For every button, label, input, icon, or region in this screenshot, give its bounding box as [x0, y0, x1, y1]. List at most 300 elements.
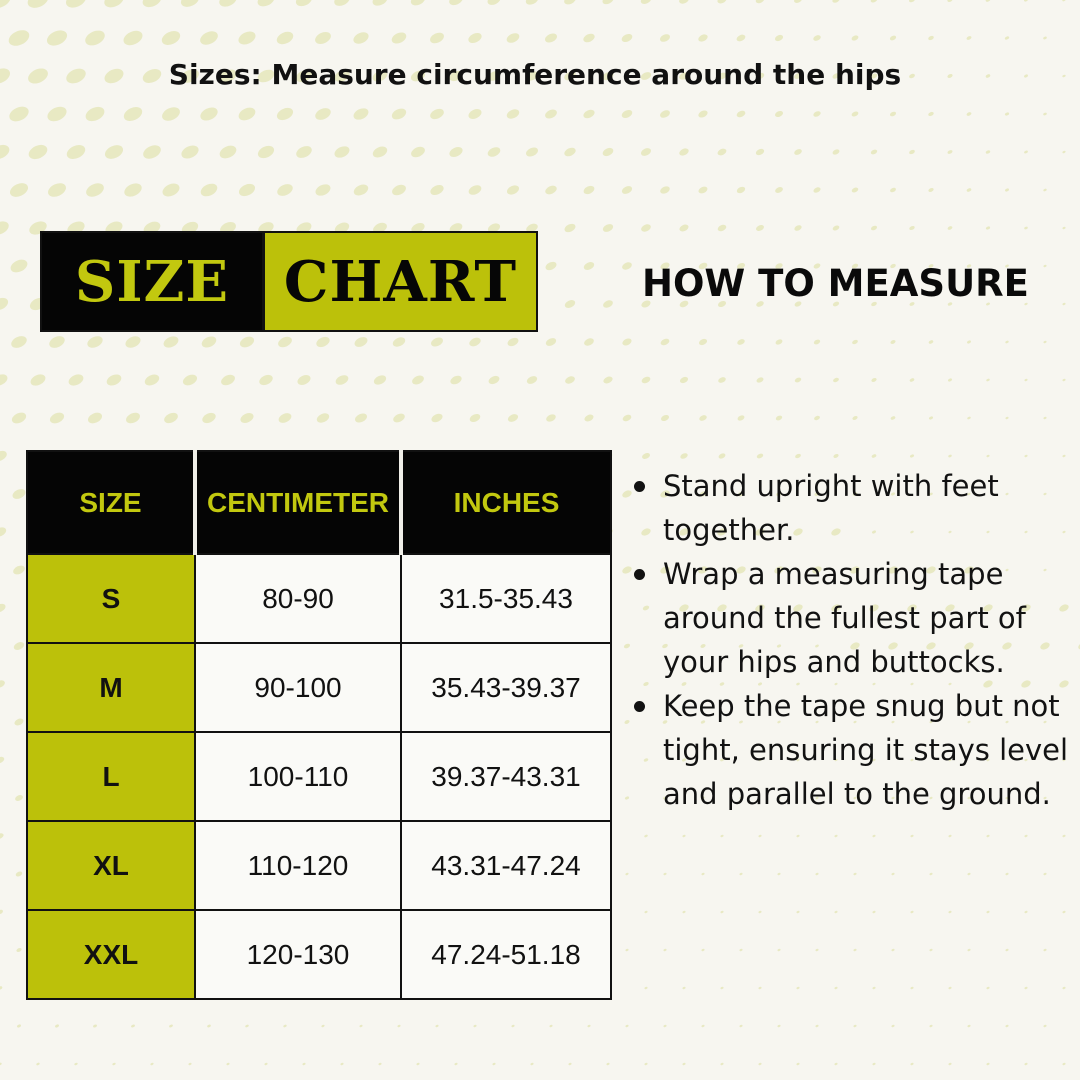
background-dot	[430, 336, 445, 349]
background-dot	[429, 183, 445, 197]
background-dot	[872, 910, 876, 913]
header-inches: INCHES	[401, 451, 611, 554]
background-dot	[236, 29, 257, 47]
background-dot	[948, 1062, 952, 1065]
banner-word-chart: CHART	[262, 233, 536, 330]
background-dot	[736, 109, 747, 118]
background-dot	[755, 0, 766, 4]
background-dot	[468, 412, 481, 423]
header-size: SIZE	[27, 451, 195, 554]
background-dot	[851, 339, 858, 345]
background-dot	[985, 150, 990, 155]
background-dot	[644, 910, 648, 913]
background-dot	[583, 261, 596, 272]
background-dot	[582, 108, 596, 120]
background-dot	[717, 147, 728, 156]
background-dot	[624, 796, 629, 800]
background-dot	[697, 109, 709, 119]
background-dot	[852, 415, 858, 421]
background-dot	[928, 187, 935, 193]
background-dot	[755, 224, 765, 232]
background-dot	[1024, 834, 1028, 837]
background-dot	[736, 186, 746, 195]
background-dot	[1005, 188, 1010, 192]
instruction-text: Wrap a measuring tape around the fullest part of your hips and buttocks.	[663, 557, 1026, 679]
background-dot	[124, 411, 141, 426]
background-dot	[237, 105, 258, 123]
background-dot	[544, 184, 558, 196]
background-dot	[679, 376, 689, 385]
instruction-text: Keep the tape snug but not tight, ensuring it stays level and parallel to the ground.	[663, 689, 1069, 811]
background-dot	[544, 260, 558, 272]
background-dot	[986, 834, 990, 837]
background-dot	[640, 147, 653, 158]
background-dot	[340, 1062, 344, 1065]
background-dot	[0, 832, 4, 840]
background-dot	[659, 109, 671, 119]
background-dot	[162, 334, 180, 350]
background-dot	[832, 0, 841, 4]
inches-value: 43.31-47.24	[401, 821, 611, 910]
background-dot	[967, 872, 971, 875]
background-dot	[0, 756, 5, 765]
background-dot	[985, 0, 991, 2]
background-dot	[620, 32, 633, 43]
background-dot	[315, 335, 332, 349]
background-dot	[986, 1062, 990, 1065]
background-dot	[621, 489, 633, 499]
background-dot	[698, 338, 708, 347]
background-dot	[986, 454, 990, 457]
background-dot	[697, 33, 709, 43]
background-dot	[775, 415, 783, 422]
size-label: M	[27, 643, 195, 732]
background-dot	[890, 416, 896, 421]
background-dot	[720, 834, 724, 837]
background-dot	[264, 1062, 268, 1065]
background-dot	[525, 146, 540, 159]
background-dot	[621, 185, 634, 196]
background-dot	[908, 0, 915, 3]
centimeter-value: 110-120	[195, 821, 401, 910]
background-dot	[275, 182, 294, 198]
background-dot	[429, 107, 446, 121]
background-dot	[623, 643, 631, 649]
background-dot	[563, 222, 577, 234]
background-dot	[6, 27, 32, 49]
background-dot	[0, 525, 8, 538]
background-dot	[352, 30, 371, 46]
background-dot	[774, 186, 784, 194]
background-dot	[1024, 150, 1029, 154]
background-dot	[755, 148, 765, 157]
background-dot	[179, 0, 201, 10]
background-dot	[435, 1024, 439, 1027]
background-dot	[641, 452, 651, 460]
background-dot	[296, 373, 312, 387]
background-dot	[663, 948, 667, 951]
background-dot	[352, 106, 371, 122]
background-dot	[218, 143, 239, 161]
background-dot	[834, 986, 838, 989]
background-dot	[777, 872, 781, 875]
background-dot	[910, 910, 914, 913]
background-dot	[602, 223, 615, 234]
background-dot	[277, 411, 293, 425]
background-dot	[796, 910, 800, 913]
background-dot	[1024, 910, 1028, 913]
background-dot	[701, 948, 705, 951]
background-dot	[448, 0, 465, 7]
background-dot	[947, 0, 954, 3]
background-dot	[871, 377, 877, 382]
background-dot	[1062, 454, 1066, 457]
background-dot	[889, 111, 897, 117]
background-dot	[93, 1024, 98, 1028]
background-dot	[796, 1062, 800, 1065]
background-dot	[928, 111, 935, 117]
background-dot	[625, 872, 629, 875]
background-dot	[492, 1062, 496, 1065]
background-dot	[891, 872, 895, 875]
background-dot	[302, 1062, 306, 1065]
background-dot	[815, 1024, 819, 1027]
background-dot	[720, 910, 724, 913]
background-dot	[217, 0, 239, 9]
background-dot	[948, 378, 953, 382]
background-dot	[834, 910, 838, 913]
measuring-instructions	[634, 464, 1074, 816]
background-dot	[602, 375, 613, 385]
background-dot	[832, 148, 841, 155]
background-dot	[891, 1024, 895, 1027]
background-dot	[812, 34, 821, 42]
background-dot	[967, 416, 971, 420]
background-dot	[640, 0, 653, 5]
background-dot	[354, 412, 369, 425]
background-dot	[583, 337, 595, 347]
inches-value: 35.43-39.37	[401, 643, 611, 732]
table-row	[27, 821, 611, 910]
background-dot	[870, 0, 878, 3]
background-dot	[910, 1062, 914, 1065]
background-dot	[1024, 226, 1028, 230]
background-dot	[0, 602, 7, 614]
background-dot	[621, 261, 633, 271]
background-dot	[794, 377, 802, 384]
background-dot	[545, 413, 557, 423]
background-dot	[143, 372, 161, 387]
background-dot	[1024, 454, 1028, 457]
background-dot	[793, 0, 803, 4]
background-dot	[48, 410, 66, 425]
background-dot	[315, 411, 330, 424]
background-dot	[505, 31, 521, 44]
background-dot	[660, 414, 670, 422]
background-dot	[601, 0, 615, 6]
background-dot	[507, 413, 520, 424]
background-dot	[256, 0, 277, 9]
background-dot	[929, 872, 933, 875]
background-dot	[853, 948, 857, 951]
background-dot	[796, 834, 800, 837]
background-dot	[967, 948, 971, 951]
background-dot	[47, 334, 66, 350]
background-dot	[1024, 0, 1029, 2]
background-dot	[851, 187, 859, 194]
background-dot	[83, 104, 106, 124]
background-dot	[1004, 36, 1009, 41]
background-dot	[239, 411, 255, 425]
background-dot	[832, 224, 840, 231]
background-dot	[332, 0, 351, 8]
background-dot	[0, 909, 4, 915]
background-dot	[17, 1024, 22, 1028]
background-dot	[352, 182, 370, 197]
background-dot	[160, 28, 183, 47]
background-dot	[851, 34, 859, 41]
background-dot	[928, 35, 935, 41]
background-dot	[283, 1024, 287, 1027]
background-dot	[663, 872, 667, 875]
background-dot	[188, 1062, 192, 1065]
background-dot	[739, 948, 743, 951]
background-dot	[717, 376, 726, 384]
background-dot	[758, 834, 762, 837]
background-dot	[275, 105, 295, 122]
background-dot	[774, 110, 784, 118]
background-dot	[1004, 112, 1009, 116]
background-dot	[416, 1062, 420, 1065]
background-dot	[568, 1062, 572, 1065]
background-dot	[86, 411, 103, 426]
background-dot	[701, 872, 705, 875]
background-dot	[321, 1024, 325, 1027]
background-dot	[678, 0, 690, 5]
background-dot	[29, 372, 47, 388]
background-dot	[758, 1062, 762, 1065]
background-dot	[544, 108, 559, 120]
background-dot	[333, 144, 352, 160]
background-dot	[200, 334, 218, 349]
background-dot	[833, 453, 839, 459]
background-dot	[698, 414, 707, 422]
background-dot	[853, 872, 857, 875]
background-dot	[391, 335, 406, 348]
background-dot	[0, 679, 6, 689]
header-centimeter: CENTIMETER	[195, 451, 401, 554]
background-dot	[124, 334, 143, 350]
background-dot	[0, 295, 10, 312]
background-dot	[428, 31, 445, 46]
background-dot	[891, 948, 895, 951]
background-dot	[467, 107, 483, 121]
background-dot	[986, 910, 990, 913]
background-dot	[505, 107, 520, 120]
background-dot	[390, 183, 407, 198]
background-dot	[641, 375, 652, 384]
background-dot	[467, 183, 483, 196]
centimeter-value: 80-90	[195, 554, 401, 643]
background-dot	[122, 104, 145, 123]
background-dot	[947, 149, 953, 154]
instruction-step	[634, 464, 1074, 552]
background-dot	[563, 146, 577, 158]
background-dot	[1062, 302, 1066, 305]
background-dot	[15, 871, 23, 878]
background-dot	[7, 104, 31, 124]
background-dot	[10, 410, 28, 425]
background-dot	[371, 144, 389, 159]
background-dot	[1043, 872, 1047, 875]
background-dot	[201, 411, 218, 425]
background-dot	[121, 28, 145, 48]
background-dot	[1043, 948, 1047, 951]
background-dot	[644, 1062, 648, 1065]
background-dot	[813, 415, 820, 421]
background-dot	[697, 185, 708, 195]
background-dot	[55, 1024, 60, 1028]
background-dot	[25, 0, 51, 11]
background-dot	[430, 412, 444, 424]
background-dot	[774, 34, 784, 43]
background-dot	[620, 108, 633, 119]
background-dot	[390, 30, 408, 45]
background-dot	[64, 0, 89, 11]
background-dot	[910, 986, 914, 989]
background-dot	[372, 374, 387, 387]
background-dot	[775, 338, 784, 345]
table-row	[27, 643, 611, 732]
background-dot	[1062, 150, 1066, 153]
background-dot	[506, 336, 520, 348]
background-dot	[678, 223, 689, 233]
page-caption: Sizes: Measure circumference around the hips	[168, 58, 902, 91]
background-dot	[390, 106, 408, 121]
background-dot	[245, 1024, 249, 1028]
background-dot	[606, 1062, 610, 1065]
background-dot	[473, 1024, 477, 1027]
size-label: S	[27, 554, 195, 643]
background-dot	[601, 146, 614, 157]
bullet-icon	[634, 481, 645, 492]
background-dot	[583, 413, 594, 423]
instruction-text: Stand upright with feet together.	[663, 469, 999, 547]
background-dot	[815, 948, 819, 951]
background-dot	[1043, 1024, 1047, 1027]
background-dot	[644, 986, 648, 989]
size-table	[26, 450, 612, 1000]
background-dot	[948, 834, 952, 837]
background-dot	[870, 149, 878, 156]
background-dot	[1024, 378, 1028, 381]
background-dot	[872, 986, 876, 989]
background-dot	[624, 719, 630, 724]
background-dot	[660, 337, 671, 346]
background-dot	[160, 181, 181, 199]
table-row	[27, 732, 611, 821]
background-dot	[582, 184, 595, 195]
background-dot	[545, 337, 558, 348]
background-dot	[237, 182, 257, 199]
background-dot	[487, 374, 500, 385]
background-dot	[718, 452, 727, 459]
background-dot	[929, 1024, 933, 1027]
inches-value: 39.37-43.31	[401, 732, 611, 821]
background-dot	[1062, 226, 1066, 229]
table-row	[27, 910, 611, 999]
background-dot	[948, 454, 952, 458]
table-header-row	[27, 451, 611, 554]
background-dot	[832, 377, 839, 383]
background-dot	[909, 225, 916, 231]
background-dot	[313, 30, 333, 47]
background-dot	[908, 149, 915, 155]
background-dot	[84, 181, 106, 200]
background-dot	[1005, 948, 1009, 951]
background-dot	[928, 416, 933, 420]
background-dot	[102, 0, 126, 10]
background-dot	[621, 337, 632, 347]
background-dot	[872, 834, 876, 837]
background-dot	[526, 375, 539, 386]
background-dot	[198, 105, 219, 123]
background-dot	[105, 372, 123, 387]
background-dot	[967, 340, 972, 344]
background-dot	[1043, 340, 1047, 343]
background-dot	[682, 834, 686, 837]
background-dot	[720, 1062, 724, 1065]
background-dot	[13, 641, 26, 652]
background-dot	[313, 106, 332, 122]
background-dot	[131, 1024, 136, 1028]
background-dot	[359, 1024, 363, 1027]
background-dot	[947, 225, 953, 230]
background-dot	[238, 334, 256, 349]
background-dot	[65, 142, 88, 162]
background-dot	[411, 374, 426, 386]
centimeter-value: 120-130	[195, 910, 401, 999]
background-dot	[813, 186, 822, 194]
background-dot	[397, 1024, 401, 1027]
background-dot	[198, 29, 220, 48]
background-dot	[909, 378, 915, 383]
background-dot	[67, 372, 85, 388]
background-dot	[758, 986, 762, 989]
background-dot	[758, 910, 762, 913]
background-dot	[448, 145, 464, 159]
background-dot	[1024, 1062, 1028, 1065]
background-dot	[564, 299, 577, 310]
background-dot	[122, 181, 144, 199]
background-dot	[219, 373, 236, 388]
background-dot	[0, 219, 11, 237]
background-dot	[1043, 188, 1047, 192]
background-dot	[966, 188, 972, 193]
background-dot	[449, 374, 463, 386]
background-dot	[1043, 416, 1047, 419]
background-dot	[112, 1062, 116, 1065]
background-dot	[0, 1062, 2, 1066]
background-dot	[294, 144, 313, 160]
background-dot	[853, 1024, 857, 1027]
background-dot	[150, 1062, 154, 1065]
background-dot	[544, 32, 559, 45]
background-dot	[659, 185, 671, 195]
background-dot	[0, 449, 8, 463]
background-dot	[793, 224, 802, 232]
background-dot	[511, 1024, 515, 1027]
